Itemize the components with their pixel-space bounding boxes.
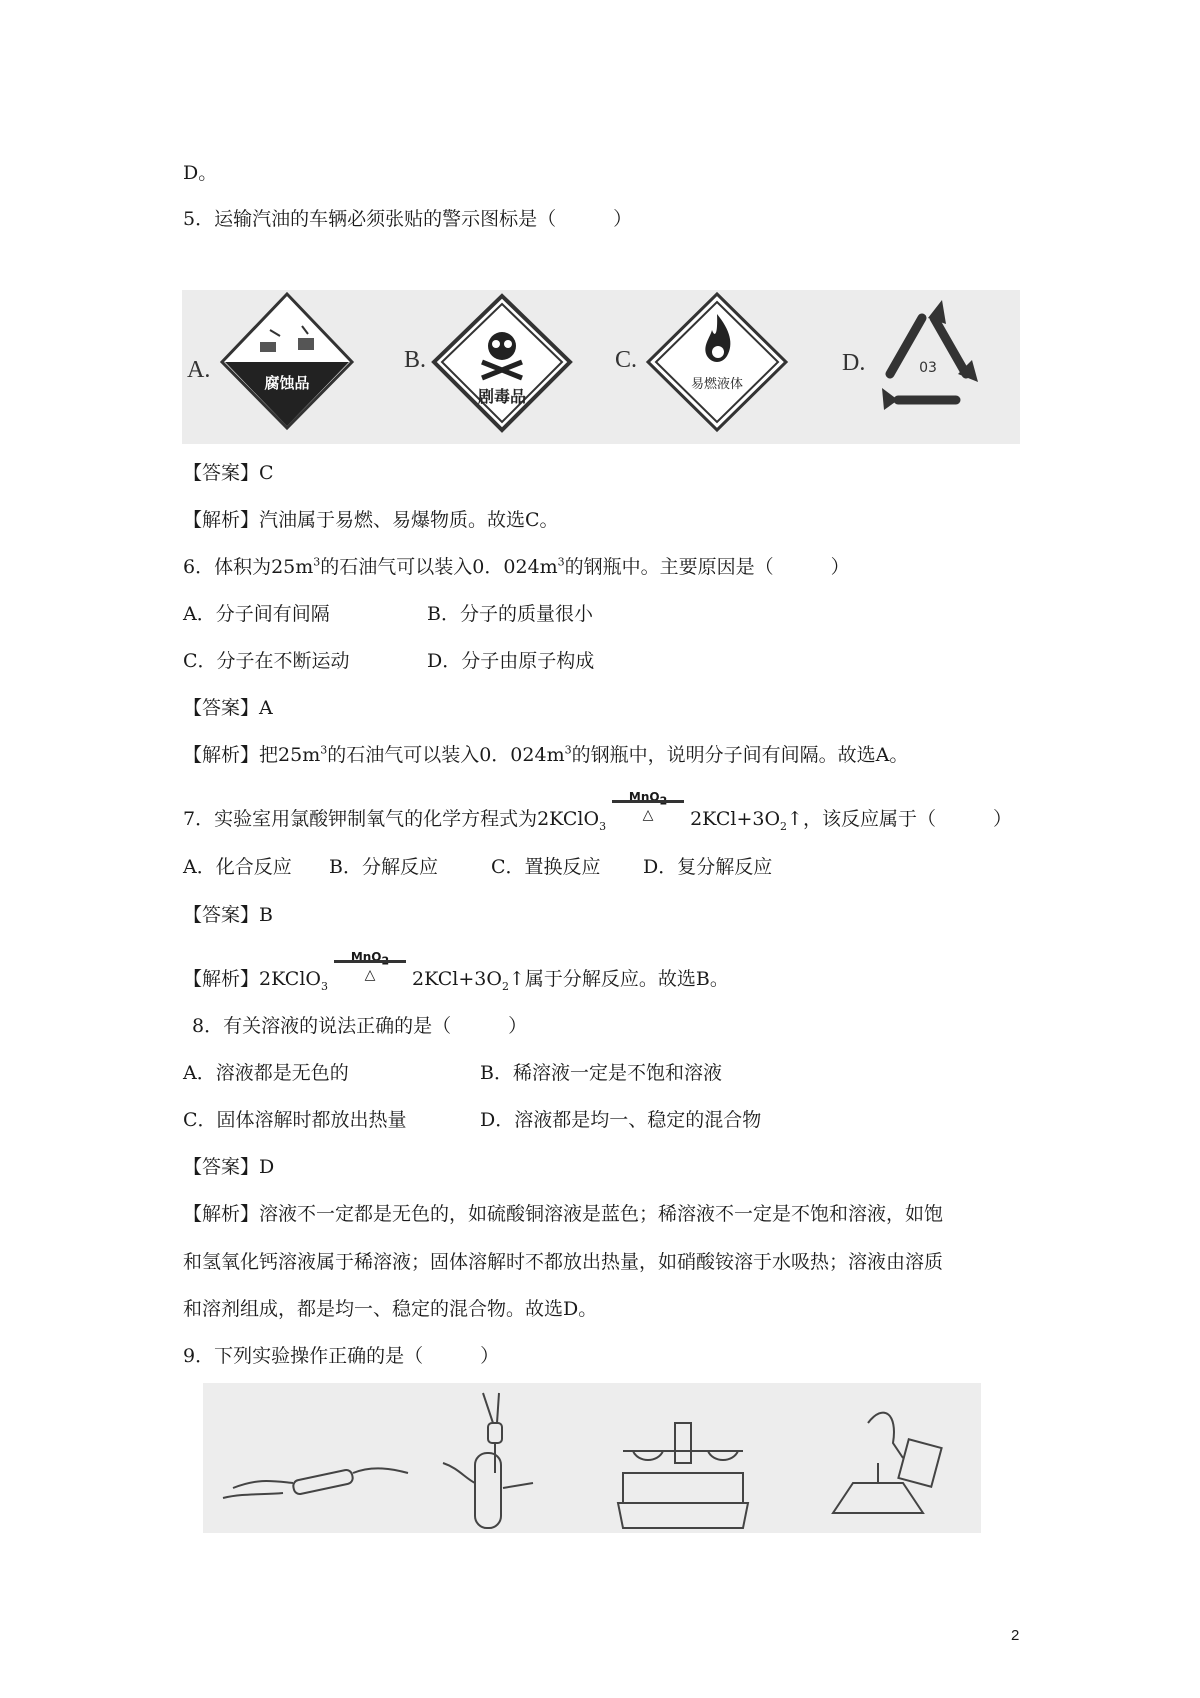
option-b: B．稀溶液一定是不饱和溶液 (480, 1062, 722, 1084)
option-b: B．分解反应 (329, 856, 438, 878)
sign-b-letter: B. (404, 347, 427, 373)
superscript: 3 (313, 555, 321, 569)
answer-value: A (259, 697, 273, 719)
explanation-part: 2KCl+3O (411, 968, 502, 990)
question-7 (183, 790, 1012, 833)
subscript: 2 (501, 979, 509, 993)
q6-answer (183, 695, 273, 721)
sign-a-label: 腐蚀品 (264, 374, 310, 392)
explanation-part: 2KClO (259, 968, 321, 990)
q7-options (183, 854, 772, 880)
q6-options-row-1 (183, 601, 593, 627)
explanation-text: 汽油属于易燃、易爆物质。故选C。 (259, 509, 559, 531)
option-b: B．分子的质量很小 (427, 603, 593, 625)
question-6 (183, 554, 850, 580)
subscript: 2 (381, 954, 390, 968)
reaction-arrow (608, 790, 688, 832)
reaction-arrow (330, 950, 410, 992)
text-line: D。 (183, 162, 218, 184)
sign-d-letter: D. (842, 350, 866, 376)
warning-signs-drawing (182, 290, 1020, 444)
q8-explanation-2: 和氢氧化钙溶液属于稀溶液；固体溶解时不都放出热量，如硝酸铵溶于水吸热；溶液由溶质 (183, 1251, 944, 1273)
answer-tag: 【答案】 (183, 1156, 260, 1178)
sign-c-label: 易燃液体 (690, 377, 744, 392)
subscript: 3 (320, 979, 328, 993)
answer-tag: 【答案】 (183, 904, 260, 926)
explanation-tag: 【解析】 (183, 744, 260, 766)
answer-tag: 【答案】 (183, 697, 260, 719)
q7-part: ↑，该反应属于（ ） (787, 808, 1012, 830)
explanation-part: 的钢瓶中，说明分子间有间隔。故选A。 (571, 744, 909, 766)
sign-d-label: 03 (919, 360, 937, 376)
question-8: 8．有关溶液的说法正确的是（ ） (192, 1015, 528, 1037)
option-a: A．溶液都是无色的 (183, 1062, 349, 1084)
explanation-tag: 【解析】 (183, 968, 260, 990)
lab-operations-drawing (203, 1383, 981, 1533)
q7-part: 7．实验室用氯酸钾制氧气的化学方程式为2KClO (183, 808, 600, 830)
option-d: D．复分解反应 (643, 856, 773, 878)
explanation-part: 的石油气可以装入0．024m (327, 744, 565, 766)
option-d: D．溶液都是均一、稳定的混合物 (480, 1109, 762, 1131)
warning-signs-image (182, 290, 1020, 444)
page-number: 2 (1011, 1627, 1020, 1644)
q7-answer (183, 902, 273, 928)
answer-value: D (259, 1156, 275, 1178)
answer-value: C (259, 462, 274, 484)
explanation-text: 溶液不一定都是无色的，如硫酸铜溶液是蓝色；稀溶液不一定是不饱和溶液，如饱 (259, 1203, 944, 1225)
option-c: C．固体溶解时都放出热量 (183, 1109, 407, 1131)
sign-b-label: 剧毒品 (477, 387, 527, 406)
catalyst-text: MnO (628, 790, 660, 804)
q7-part: 2KCl+3O (690, 808, 781, 830)
q7-explanation (183, 950, 729, 993)
explanation-part: 把25m (259, 744, 321, 766)
lab-operations-image (203, 1383, 981, 1533)
option-a: A．化合反应 (183, 856, 292, 878)
q6-part: 6．体积为25m (183, 556, 314, 578)
q8-options-row-2 (183, 1107, 761, 1133)
option-c: C．置换反应 (491, 856, 601, 878)
question-9: 9．下列实验操作正确的是（ ） (183, 1345, 500, 1367)
subscript: 2 (780, 819, 788, 833)
sign-a-letter: A. (187, 357, 211, 383)
superscript: 3 (564, 743, 572, 757)
explanation-tag: 【解析】 (183, 509, 260, 531)
q8-explanation-1 (183, 1201, 943, 1227)
q6-explanation (183, 742, 908, 768)
heat-symbol: △ (642, 807, 654, 823)
sign-c-letter: C. (615, 347, 638, 373)
explanation-part: ↑属于分解反应。故选B。 (508, 968, 729, 990)
option-c: C．分子在不断运动 (183, 650, 350, 672)
q6-options-row-2 (183, 648, 594, 674)
q6-part: 的石油气可以装入0．024m (320, 556, 558, 578)
question-5: 5．运输汽油的车辆必须张贴的警示图标是（ ） (183, 208, 633, 230)
q8-answer (183, 1154, 274, 1180)
subscript: 3 (599, 819, 607, 833)
answer-tag: 【答案】 (183, 462, 260, 484)
q8-options-row-1 (183, 1060, 722, 1086)
heat-symbol: △ (364, 967, 376, 983)
option-d: D．分子由原子构成 (427, 650, 595, 672)
superscript: 3 (320, 743, 328, 757)
q6-part: 的钢瓶中。主要原因是（ ） (564, 556, 850, 578)
subscript: 2 (659, 794, 668, 808)
explanation-tag: 【解析】 (183, 1203, 260, 1225)
q5-explanation (183, 507, 559, 533)
q8-explanation-3: 和溶剂组成，都是均一、稳定的混合物。故选D。 (183, 1298, 598, 1320)
answer-value: B (259, 904, 273, 926)
q5-answer (183, 460, 274, 486)
catalyst-text: MnO (350, 950, 382, 964)
superscript: 3 (557, 555, 565, 569)
option-a: A．分子间有间隔 (183, 603, 330, 625)
